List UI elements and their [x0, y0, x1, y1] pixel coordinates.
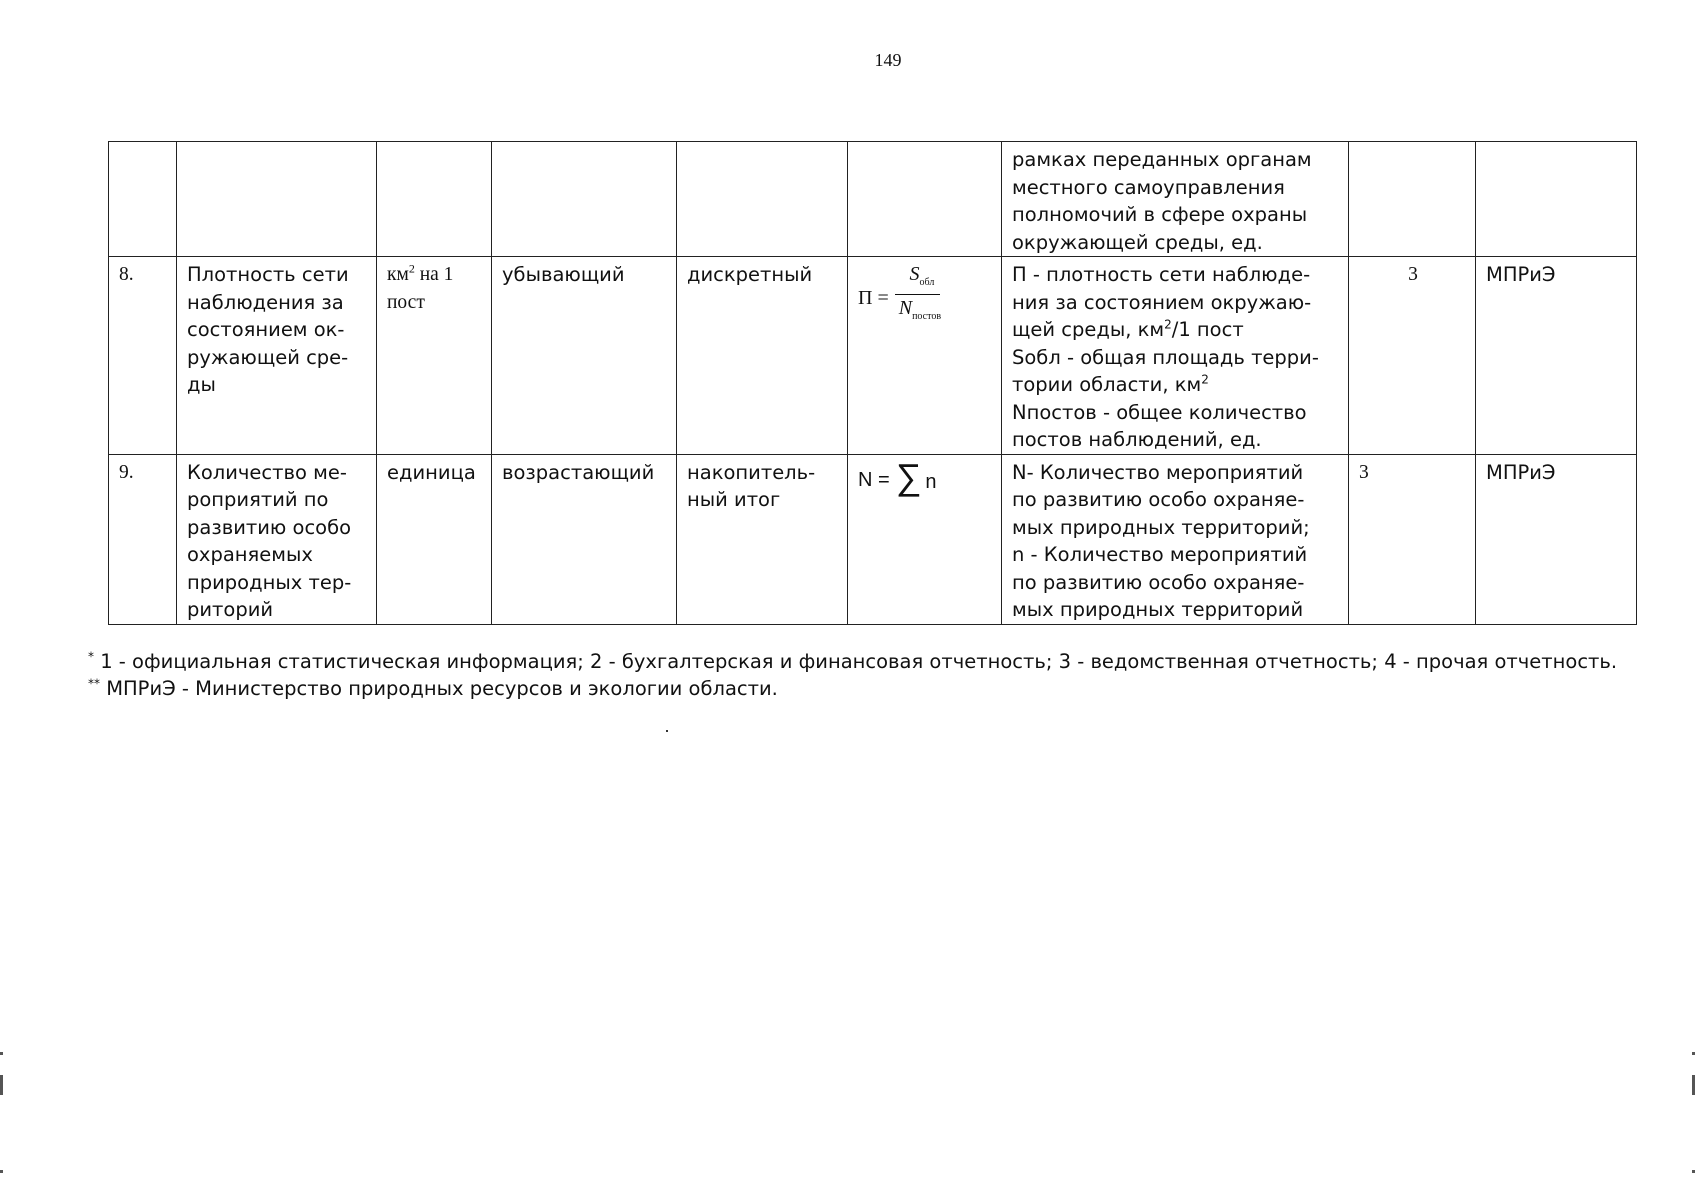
numerator-subscript: обл	[919, 277, 935, 288]
scan-edge-mark	[0, 1170, 3, 1173]
table-row	[109, 257, 1637, 455]
scan-edge-mark	[1692, 1052, 1695, 1055]
footnote-text: 1 - официальная статистическая информация; 2 - бухгалтерская и финансовая отчетность; 3 - ведомственная отчетность; 4 - прочая отчетность.	[94, 650, 1618, 673]
scan-edge-mark	[0, 1052, 3, 1055]
table-row	[109, 142, 1637, 257]
cell-responsible	[1476, 142, 1637, 257]
formula-denominator	[895, 295, 941, 330]
desc-exponent: 2	[1164, 317, 1172, 332]
footnote-sources	[88, 648, 1617, 675]
desc-text: Nпостов - общее количество постов наблюдений, ед.	[1012, 400, 1307, 451]
cell-description	[1002, 257, 1349, 455]
cell-dynamics	[492, 142, 677, 257]
cell-name: Плотность сети наблюдения за состоянием ок- ружающей сре- ды	[177, 257, 377, 455]
footnote-text: МПРиЭ - Министерство природных ресурсов и экологии области.	[100, 677, 778, 700]
density-formula	[858, 263, 993, 330]
formula-lhs: П =	[858, 286, 889, 309]
denominator-symbol: N	[898, 297, 913, 319]
cell-dynamics: убывающий	[492, 257, 677, 455]
footnote-abbreviation	[88, 675, 1617, 702]
cell-source: 3	[1349, 454, 1476, 624]
cell-source	[1349, 142, 1476, 257]
cell-responsible: МПРиЭ	[1476, 454, 1637, 624]
unit-exponent: 2	[408, 261, 415, 276]
denominator-subscript: постов	[912, 311, 942, 322]
sum-formula	[858, 456, 993, 498]
unit-text: на 1 пост	[387, 264, 454, 313]
cell-description: рамках переданных органам местного самоуправления полномочий в сфере охраны окружающей среды, ед.	[1002, 142, 1349, 257]
scan-edge-mark	[1692, 1170, 1695, 1173]
cell-num: 9.	[109, 454, 177, 624]
desc-exponent: 2	[1201, 372, 1209, 387]
cell-unit	[377, 257, 492, 455]
table-row	[109, 454, 1637, 624]
cell-num: 8.	[109, 257, 177, 455]
cell-name: Количество ме- роприятий по развитию особо охраняемых природных тер- риторий	[177, 454, 377, 624]
cell-name	[177, 142, 377, 257]
scan-edge-mark	[1692, 1075, 1695, 1095]
formula-fraction	[895, 263, 941, 330]
cell-responsible: МПРиЭ	[1476, 257, 1637, 455]
cell-type: накопитель- ный итог	[677, 454, 848, 624]
unit-text: км	[387, 264, 409, 285]
formula-variable: n	[925, 470, 937, 493]
cell-unit: единица	[377, 454, 492, 624]
sigma-symbol: ∑	[895, 456, 922, 498]
footnotes	[88, 648, 1617, 702]
cell-formula	[848, 257, 1002, 455]
cell-description: N- Количество мероприятий по развитию особо охраняе- мых природных территорий; n - Количество мероприятий по развитию особо охраняе- мых природных территорий	[1002, 454, 1349, 624]
formula-lhs: N =	[858, 468, 890, 491]
footnote-marker: *	[88, 649, 94, 664]
page-number: 149	[874, 50, 902, 70]
desc-text: /1 пост Sобл - общая площадь терри- тории области, км	[1012, 318, 1319, 396]
cell-type: дискретный	[677, 257, 848, 455]
cell-formula	[848, 454, 1002, 624]
indicators-table	[108, 141, 1637, 625]
desc-text: П - плотность сети наблюде- ния за состоянием окружаю- щей среды, км	[1012, 263, 1312, 341]
cell-dynamics: возрастающий	[492, 454, 677, 624]
scan-speck	[666, 730, 668, 732]
cell-type	[677, 142, 848, 257]
cell-source: 3	[1349, 257, 1476, 455]
footnote-marker: **	[88, 676, 100, 691]
cell-formula	[848, 142, 1002, 257]
scan-edge-mark	[0, 1075, 3, 1095]
cell-unit	[377, 142, 492, 257]
numerator-symbol: S	[909, 263, 920, 285]
formula-numerator	[895, 263, 940, 295]
cell-num	[109, 142, 177, 257]
